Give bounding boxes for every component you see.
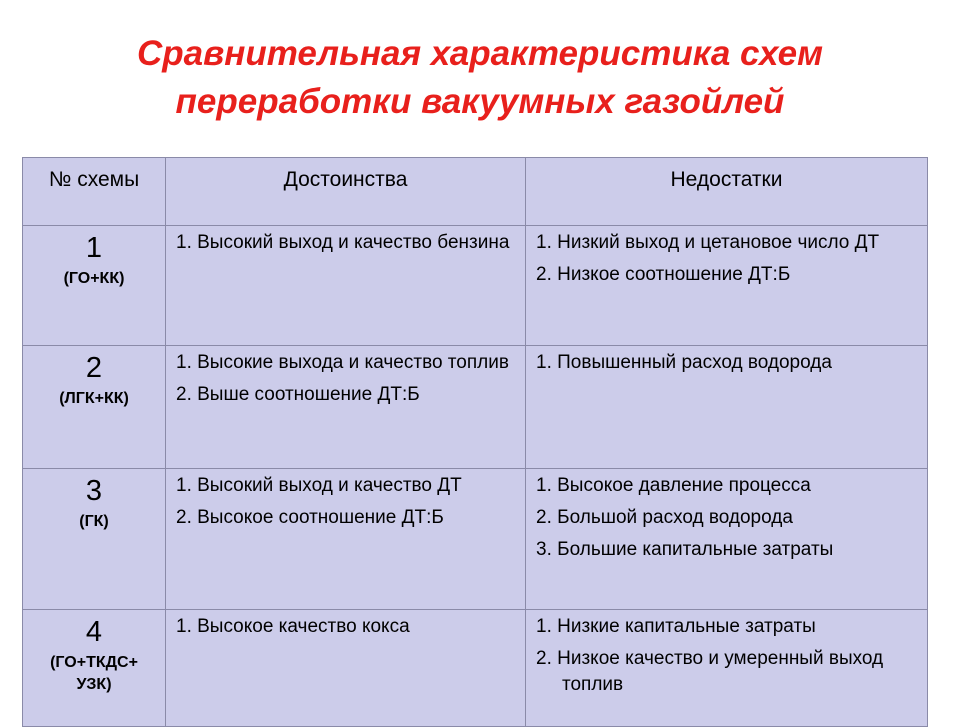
disadvantage-item: 1. Низкие капитальные затраты [536, 616, 816, 637]
advantage-item: 2. Выше соотношение ДТ:Б [176, 384, 420, 405]
advantages-cell [166, 226, 526, 346]
advantages-cell [166, 346, 526, 469]
table-row [23, 226, 928, 346]
disadvantage-item: 1. Повышенный расход водорода [536, 352, 832, 373]
advantage-item: 1. Высокие выхода и качество топлив [176, 352, 509, 373]
table-row [23, 469, 928, 610]
disadvantage-item: 3. Большие капитальные затраты [536, 539, 834, 560]
scheme-number: 4 [85, 616, 103, 648]
disadvantage-item: 1. Низкий выход и цетановое число ДТ [536, 232, 880, 253]
scheme-cell [23, 469, 166, 610]
scheme-code: (ГК) [79, 513, 109, 530]
disadvantages-cell [526, 469, 928, 610]
scheme-number: 3 [85, 475, 103, 507]
disadvantage-item: 2. Низкое качество и умеренный выход топлив [536, 648, 884, 695]
disadvantages-cell [526, 346, 928, 469]
disadvantages-cell [526, 226, 928, 346]
disadvantages-cell [526, 610, 928, 727]
slide-title-line-2: переработки вакуумных газойлей [175, 82, 785, 121]
disadvantage-item: 1. Высокое давление процесса [536, 475, 811, 496]
header-row [23, 158, 928, 226]
advantages-cell [166, 469, 526, 610]
disadvantage-item: 2. Низкое соотношение ДТ:Б [536, 264, 791, 285]
table-row [23, 346, 928, 469]
advantage-item: 1. Высокое качество кокса [176, 616, 410, 637]
comparison-table [22, 157, 928, 727]
advantages-cell [166, 610, 526, 727]
scheme-cell [23, 226, 166, 346]
advantage-item: 1. Высокий выход и качество ДТ [176, 475, 462, 496]
slide-title [40, 30, 920, 126]
disadvantage-item: 2. Большой расход водорода [536, 507, 793, 528]
scheme-number: 2 [85, 352, 103, 384]
scheme-cell [23, 346, 166, 469]
header-advantages: Достоинства [166, 158, 526, 226]
table-row [23, 610, 928, 727]
header-scheme: № схемы [23, 158, 166, 226]
scheme-code: (ЛГК+КК) [59, 390, 129, 407]
advantage-item: 2. Высокое соотношение ДТ:Б [176, 507, 444, 528]
advantage-item: 1. Высокий выход и качество бензина [176, 232, 510, 253]
slide-title-line-1: Сравнительная характеристика схем [136, 34, 824, 73]
scheme-code: (ГО+КК) [63, 270, 125, 287]
scheme-cell [23, 610, 166, 727]
header-disadvantages: Недостатки [526, 158, 928, 226]
scheme-code: (ГО+ТКДС+ УЗК) [50, 654, 138, 693]
scheme-number: 1 [85, 232, 103, 264]
